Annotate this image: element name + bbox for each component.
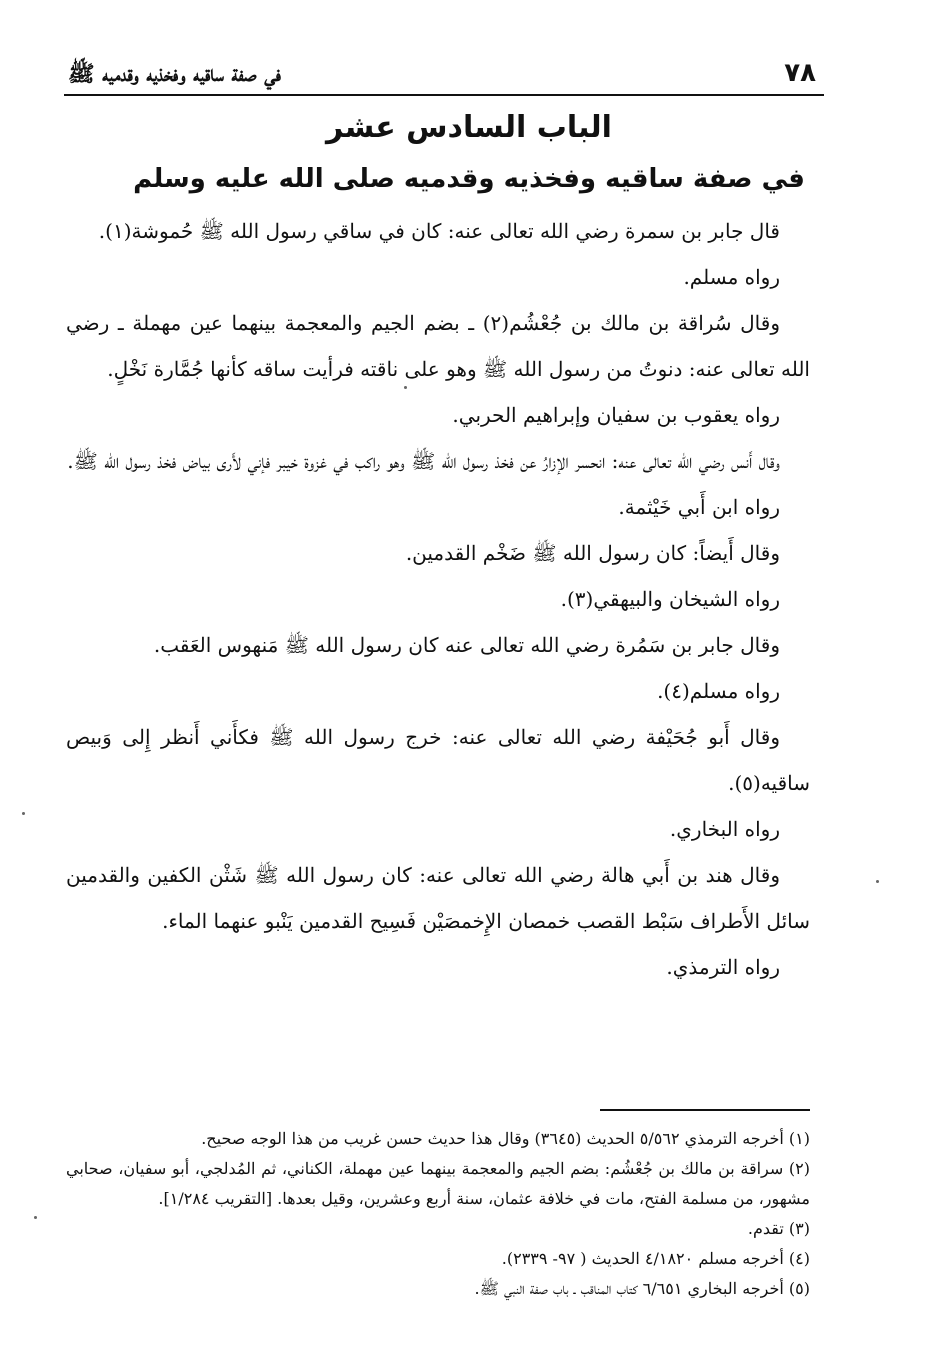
- paragraph: رواه الشيخان والبيهقي(٣).: [560, 587, 780, 611]
- paragraph: رواه البخاري.: [669, 817, 780, 841]
- footnote: (١) أخرجه الترمذي ٥/٥٦٢ الحديث (٣٦٤٥) وقال هذا حديث حسن غريب من هذا الوجه صحيح.: [201, 1129, 810, 1148]
- body-text: [66, 208, 810, 990]
- paragraph: وقال أَيضاً: كان رسول الله ﷺ ضَخْم القدمين.: [405, 541, 780, 565]
- chapter-subtitle: في صفة ساقيه وفخذيه وقدميه صلى الله عليه وسلم: [133, 164, 805, 194]
- paragraph: رواه الترمذي.: [666, 955, 780, 979]
- scan-speck: [34, 1216, 37, 1219]
- footnote: (٥) أخرجه البخاري ٦/٦٥١ كتاب المناقب ـ باب صفة النبي ﷺ.: [474, 1279, 810, 1298]
- scan-speck: [404, 386, 407, 389]
- paragraph: وقال هند بن أَبي هالة رضي الله تعالى عنه: كان رسول الله ﷺ شَثْن الكفين والقدمين سائل الأَطراف سَبْط القصب خمصان الإِخمصَيْن فَسِيح القدمين يَنْبو عنهما الماء.: [66, 863, 810, 933]
- paragraph: رواه ابن أَبي خَيْثمة.: [618, 495, 780, 519]
- footnote: (٣) تقدم.: [747, 1219, 810, 1238]
- footnote: (٤) أخرجه مسلم ٤/١٨٢٠ الحديث ( ٩٧- ٢٣٣٩).: [501, 1249, 810, 1268]
- paragraph: وقال أَنس رضي الله تعالى عنه: انحسر الإزارُ عن فخذ رسول الله ﷺ وهو راكب في غزوة خيبر فإني لأَرى بياض فخذ رسول الله ﷺ.: [67, 449, 780, 473]
- paragraph: وقال سُراقة بن مالك بن جُعْشُم(٢) ـ بضم الجيم والمعجمة بينهما عين مهملة ـ رضي الله تعالى عنه: دنوتُ من رسول الله ﷺ وهو على ناقته فرأيت ساقه كأنها جُمَّارة نَخْلٍ.: [66, 311, 810, 381]
- scan-speck: [876, 880, 879, 883]
- footnotes: [66, 1124, 810, 1304]
- paragraph: رواه مسلم(٤).: [657, 679, 780, 703]
- scan-speck: [22, 812, 25, 815]
- paragraph: قال جابر بن سمرة رضي الله تعالى عنه: كان في ساقي رسول الله ﷺ حُموشة(١).: [98, 219, 780, 243]
- footnote-divider: [600, 1109, 810, 1111]
- paragraph: رواه يعقوب بن سفيان وإبراهيم الحربي.: [452, 403, 780, 427]
- paragraph: رواه مسلم.: [683, 265, 780, 289]
- footnote: (٢) سراقة بن مالك بن جُعْشُم: بضم الجيم والمعجمة بينهما عين مهملة، الكناني، ثم المُدلجي، أبو سفيان، صحابي مشهور، من مسلمة الفتح، مات في خلافة عثمان، سنة أربع وعشرين، وقيل بعدها. [التقريب ١/٢٨٤].: [66, 1159, 811, 1208]
- page-number: ٧٨: [784, 58, 816, 88]
- page-header: [64, 54, 824, 96]
- chapter-title: الباب السادس عشر: [326, 110, 612, 145]
- paragraph: وقال جابر بن سَمُرة رضي الله تعالى عنه كان رسول الله ﷺ مَنهوس العَقب.: [153, 633, 780, 657]
- paragraph: وقال أَبو جُحَيْفة رضي الله تعالى عنه: خرج رسول الله ﷺ فكأَني أَنظر إِلى وَبيص ساقيه(٥).: [66, 725, 810, 795]
- running-title: في صفة ساقيه وفخذيه وقدميه ﷺ: [68, 61, 281, 87]
